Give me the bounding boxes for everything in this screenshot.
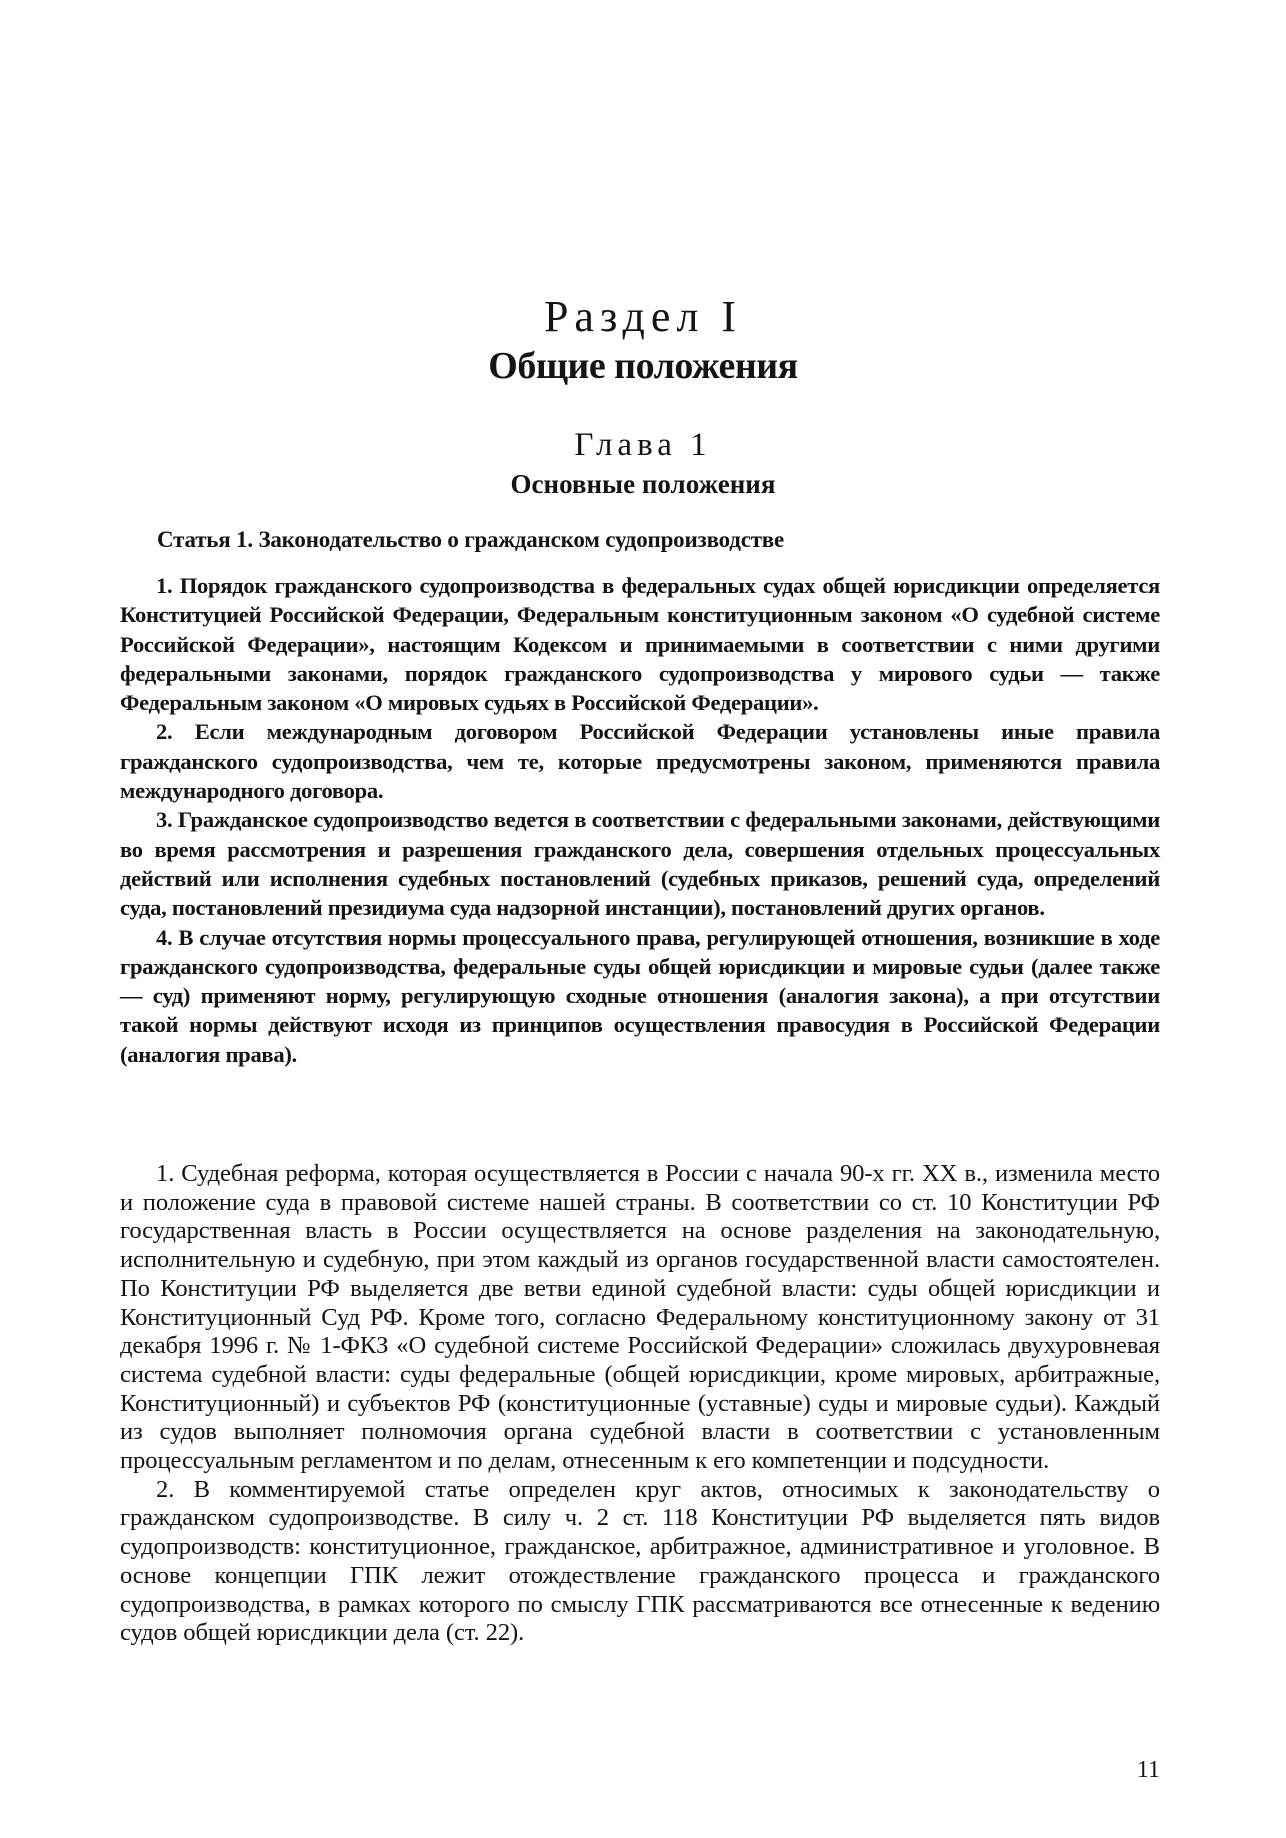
article-text [120,571,1160,1069]
article-heading: Статья 1. Законодательство о гражданском судопроизводстве [157,527,785,552]
article-paragraph: 3. Гражданское судопроизводство ведется в соответствии с федеральными законами, действующими во время рассмотрения и разрешения гражданского дела, совершения отдельных процессуальных действий или исполнения судебных постановлений (судебных приказов, решений суда, определений суда, постановлений президиума суда надзорной инстанции), постановлений других органов. [120,807,1160,921]
section-title: Общие положения [488,345,798,387]
commentary-text [120,1160,1160,1648]
article-paragraph: 4. В случае отсутствия нормы процессуального права, регулирующей отношения, возникшие в ходе гражданского судопроизводства, федеральные суды общей юрисдикции и мировые судьи (далее также — суд) применяют норму, регулирующую сходные отношения (аналогия закона), а при отсутствии такой нормы действуют исходя из принципов осуществления правосудия в Российской Федерации (аналогия права). [120,924,1160,1067]
article-paragraph: 2. Если международным договором Российской Федерации установлены иные правила гражданского судопроизводства, чем те, которые предусмотрены законом, применяются правила международного договора. [120,719,1160,804]
page-number: 11 [1136,1757,1160,1783]
commentary-paragraph: 2. В комментируемой статье определен круг актов, относимых к законодательству о гражданском судопроизводстве. В силу ч. 2 ст. 118 Конституции РФ выделяется пять видов судопроизводств: конституционное, гражданское, арбитражное, административное и уголовное. В основе концепции ГПК лежит отождествление гражданского процесса и гражданского судопроизводства, в рамках которого по смыслу ГПК рассматриваются все отнесенные к ведению судов общей юрисдикции дела (ст. 22). [120,1475,1160,1647]
commentary-paragraph: 1. Судебная реформа, которая осуществляется в России с начала 90-х гг. XX в., изменила место и положение суда в правовой системе нашей страны. В соответствии со ст. 10 Конституции РФ государственная власть в России осуществляется на основе разделения на законодательную, исполнительную и судебную, при этом каждый из органов государственной власти самостоятелен. По Конституции РФ выделяется две ветви единой судебной власти: суды общей юрисдикции и Конституционный Суд РФ. Кроме того, согласно Федеральному конституционному закону от 31 декабря 1996 г. № 1-ФКЗ «О судебной системе Российской Федерации» сложилась двухуровневая система судебной власти: суды федеральные (общей юрисдикции, кроме мировых, арбитражные, Конституционный) и субъектов РФ (конституционные (уставные) суды и мировые судьи). Каждый из судов выполняет полномочия органа судебной власти в соответствии с установленным процессуальным регламентом и по делам, отнесенным к его компетенции и подсудности. [120,1160,1160,1475]
article-paragraph: 1. Порядок гражданского судопроизводства в федеральных судах общей юрисдикции определяется Конституцией Российской Федерации, Федеральным конституционным законом «О судебной системе Российской Федерации», настоящим Кодексом и принимаемыми в соответствии с ними другими федеральными законами, порядок гражданского судопроизводства у мирового судьи — также Федеральным законом «О мировых судьях в Российской Федерации». [120,573,1160,716]
chapter-title: Основные положения [510,469,776,499]
chapter-label: Глава 1 [574,427,712,463]
section-label: Раздел I [543,292,743,341]
